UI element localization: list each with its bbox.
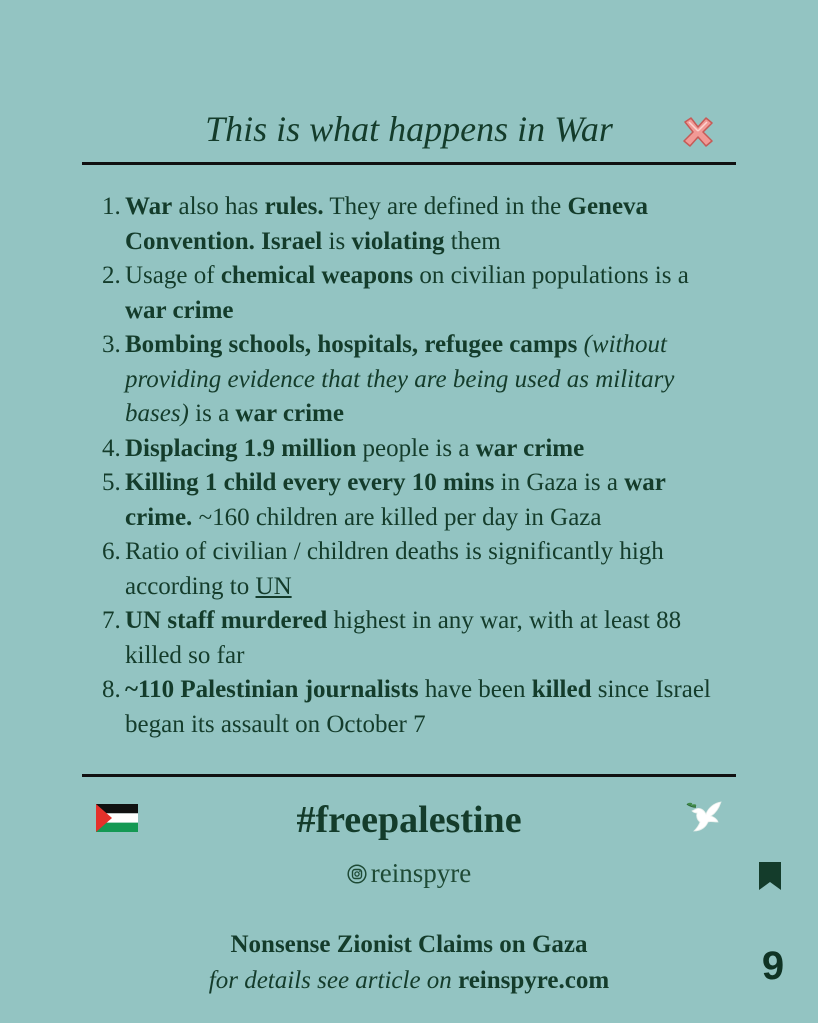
- list-item-text: highest in any war, with at least 88 killed so far: [125, 607, 682, 669]
- list-item: [96, 535, 736, 604]
- list-item-number: 2.: [102, 262, 121, 289]
- list-item-text: is a: [188, 400, 236, 427]
- handle-text: reinspyre: [370, 858, 472, 888]
- bottom-divider: [82, 774, 736, 777]
- list-item-text: Displacing 1.9 million: [125, 434, 357, 462]
- hashtag: #freepalestine: [296, 799, 522, 841]
- list-item: [96, 190, 736, 259]
- list-item-text: ~160 children are killed per day in Gaza: [192, 503, 602, 531]
- list-item-text: Killing 1 child every every 10 mins: [125, 469, 495, 496]
- un-link[interactable]: UN: [255, 572, 292, 600]
- list-item: [96, 259, 736, 328]
- page-title-text: This is what happens in War: [205, 109, 613, 149]
- page-number: 9: [761, 944, 785, 988]
- list-item-text: on civilian populations is a: [413, 262, 689, 289]
- top-divider: [82, 162, 736, 165]
- article-title: Nonsense Zionist Claims on Gaza: [230, 931, 588, 958]
- website-link[interactable]: reinspyre.com: [458, 967, 610, 994]
- list-item-text: Usage of: [125, 262, 221, 289]
- list-item-number: 8.: [102, 676, 121, 703]
- article-link-line: [0, 967, 818, 995]
- list-item: [96, 604, 736, 673]
- list-item-number: 3.: [102, 331, 121, 358]
- list-item-number: 5.: [102, 469, 121, 496]
- list-item-text: Bombing schools, hospitals, refugee camps: [125, 331, 578, 358]
- list-item-text: (without providing evidence that they are being used as military bases): [125, 331, 675, 427]
- list-item-text: is: [322, 227, 352, 255]
- list-item-text: chemical weapons: [220, 262, 414, 289]
- list-item-text: rules.: [264, 193, 324, 220]
- list-item-text: war crime: [235, 400, 344, 427]
- list-item: [96, 328, 736, 432]
- list-item-text: ~110 Palestinian journalists: [125, 676, 419, 703]
- list-item-number: 4.: [102, 434, 121, 462]
- list-item-text: have been: [418, 676, 532, 703]
- list-item-text: violating: [351, 227, 445, 255]
- list-item: [96, 432, 736, 467]
- list-item-text: since Israel began its assault on October 7: [125, 676, 711, 738]
- list-item-text: people is a: [356, 434, 476, 462]
- list-item-text: War: [125, 193, 173, 220]
- list-item-text: Geneva Convention.: [125, 193, 649, 255]
- list-item-number: 1.: [102, 193, 121, 220]
- instagram-icon: [347, 864, 367, 884]
- bookmark-icon[interactable]: [758, 862, 782, 890]
- list-item-text: in Gaza is a: [494, 469, 625, 496]
- war-crimes-list: [96, 190, 736, 742]
- list-item-text: UN staff murdered: [125, 607, 328, 634]
- close-x-icon: [680, 114, 716, 150]
- list-item-text: war crime: [475, 434, 585, 462]
- list-item-text: Israel: [261, 227, 323, 255]
- list-item-number: 6.: [102, 538, 121, 565]
- instagram-handle[interactable]: [0, 858, 818, 889]
- list-item-number: 7.: [102, 607, 121, 634]
- list-item-text: also has: [172, 193, 265, 220]
- list-item-text: killed: [531, 676, 592, 703]
- dove-icon: [684, 800, 724, 836]
- list-item-text: They are defined in the: [323, 193, 568, 220]
- list-item: [96, 466, 736, 535]
- list-item-text: war crime.: [125, 469, 666, 531]
- list-item-text: them: [444, 227, 501, 255]
- article-link-prefix: for details see article on: [208, 967, 452, 994]
- list-item-text: Ratio of civilian / children deaths is significantly high according to: [125, 538, 664, 600]
- list-item: [96, 673, 736, 742]
- list-item-text: war crime: [125, 296, 234, 324]
